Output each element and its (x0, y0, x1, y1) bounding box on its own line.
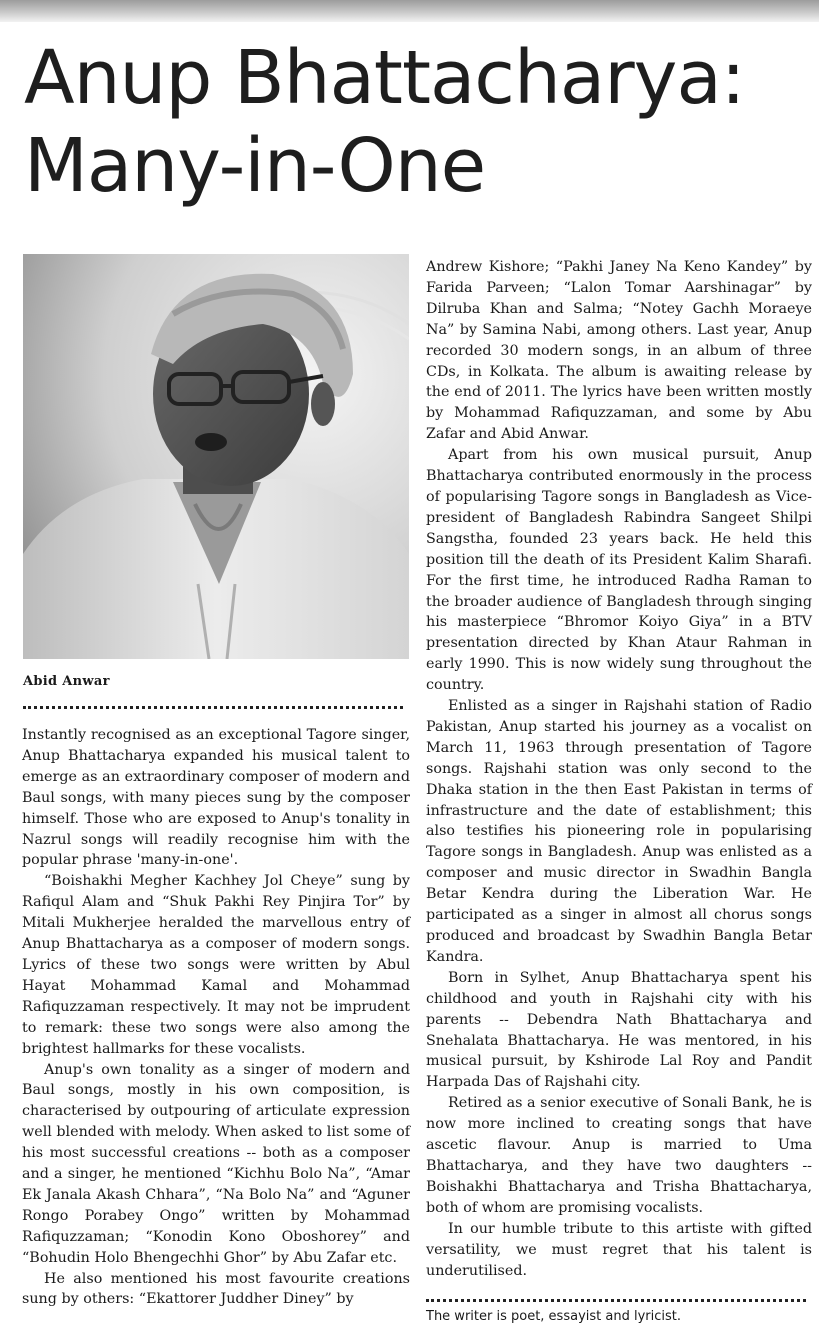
paragraph: He also mentioned his most favourite creations sung by others: “Ekattorer Juddher Diney” by (22, 1270, 410, 1308)
byline-divider (23, 706, 403, 709)
left-column (22, 725, 410, 1310)
paragraph: Enlisted as a singer in Rajshahi station of Radio Pakistan, Anup started his journey as a vocalist on March 11, 1963 through presentation of Tagore songs. Rajshahi station was only second to the Dhaka station in the then East Pakistan in terms of infrastructure and the date of establishment; this also testifies his pioneering role in popularising Tagore songs in Bangladesh. Anup was enlisted as a composer and music director in Swadhin Bangla Betar Kendra during the Liberation War. He participated as a singer in almost all chorus songs produced and broadcast by Swadhin Bangla Betar Kandra. (426, 698, 812, 965)
paragraph: Retired as a senior executive of Sonali Bank, he is now more inclined to creating songs that have ascetic flavour. Anup is married to Uma Bhattacharya, and they have two daughters -- Boishakhi Bhattacharya and Trisha Bhattacharya, both of whom are promising vocalists. (426, 1095, 812, 1216)
title-line-1: Anup Bhattacharya: (24, 35, 745, 121)
paragraph: In our humble tribute to this artiste with gifted versatility, we must regret that his talent is underutilised. (426, 1220, 812, 1279)
top-shadow-bar (0, 0, 819, 22)
photo-credit-byline: Abid Anwar (23, 674, 110, 689)
paragraph: Apart from his own musical pursuit, Anup Bhattacharya contributed enormously in the process of popularising Tagore songs in Bangladesh as Vice-president of Bangladesh Rabindra Sangeet Shilpi Sangstha, founded 23 years back. He held this position till the death of its President Kalim Sharafi. For the first time, he introduced Radha Raman to the broader audience of Bangladesh through singing his masterpiece “Bhromor Koiyo Giya” in a BTV presentation directed by Khan Ataur Rahman in early 1990. This is now widely sung throughout the country. (426, 447, 812, 694)
footnote-divider (426, 1299, 806, 1302)
paragraph: Instantly recognised as an exceptional Tagore singer, Anup Bhattacharya expanded his musical talent to emerge as an extraordinary composer of modern and Baul songs, with many pieces sung by the composer himself. Those who are exposed to Anup's tonality in Nazrul songs will readily recognise him with the popular phrase 'many-in-one'. (22, 727, 410, 869)
title-line-2: Many-in-One (24, 123, 486, 209)
author-footnote: The writer is poet, essayist and lyricist. (426, 1309, 681, 1324)
paragraph: Born in Sylhet, Anup Bhattacharya spent his childhood and youth in Rajshahi city with his parents -- Debendra Nath Bhattacharya and Snehalata Bhattacharya. He was mentored, in his musical pursuit, by Kshirode Lal Roy and Pandit Harpada Das of Rajshahi city. (426, 969, 812, 1091)
paragraph: Andrew Kishore; “Pakhi Janey Na Keno Kandey” by Farida Parveen; “Lalon Tomar Aarshinagar” by Dilruba Khan and Salma; “Notey Gachh Moraeye Na” by Samina Nabi, among others. Last year, Anup recorded 30 modern songs, in an album of three CDs, in Kolkata. The album is awaiting release by the end of 2011. The lyrics have been written mostly by Mohammad Rafiquzzaman, and some by Abu Zafar and Abid Anwar. (426, 259, 812, 443)
portrait-illustration (23, 254, 409, 659)
article-title (24, 34, 819, 210)
paragraph: Anup's own tonality as a singer of modern and Baul songs, mostly in his own composition, is characterised by outpouring of articulate expression well blended with melody. When asked to list some of his most successful creations -- both as a composer and a singer, he mentioned “Kichhu Bolo Na”, “Amar Ek Janala Akash Chhara”, “Na Bolo Na” and “Aguner Rongo Porabey Ongo” written by Mohammad Rafiquzzaman; “Konodin Kono Oboshorey” and “Bohudin Holo Bhengechhi Ghor” by Abu Zafar etc. (22, 1061, 410, 1266)
right-column (426, 257, 812, 1281)
paragraph: “Boishakhi Megher Kachhey Jol Cheye” sung by Rafiqul Alam and “Shuk Pakhi Rey Pinjira Tor” by Mitali Mukherjee heralded the marvellous entry of Anup Bhattacharya as a composer of modern songs. Lyrics of these two songs were written by Abul Hayat Mohammad Kamal and Mohammad Rafiquzzaman respectively. It may not be imprudent to remark: these two songs were also among the brightest hallmarks for these vocalists. (22, 873, 410, 1057)
portrait-photo (23, 254, 409, 659)
